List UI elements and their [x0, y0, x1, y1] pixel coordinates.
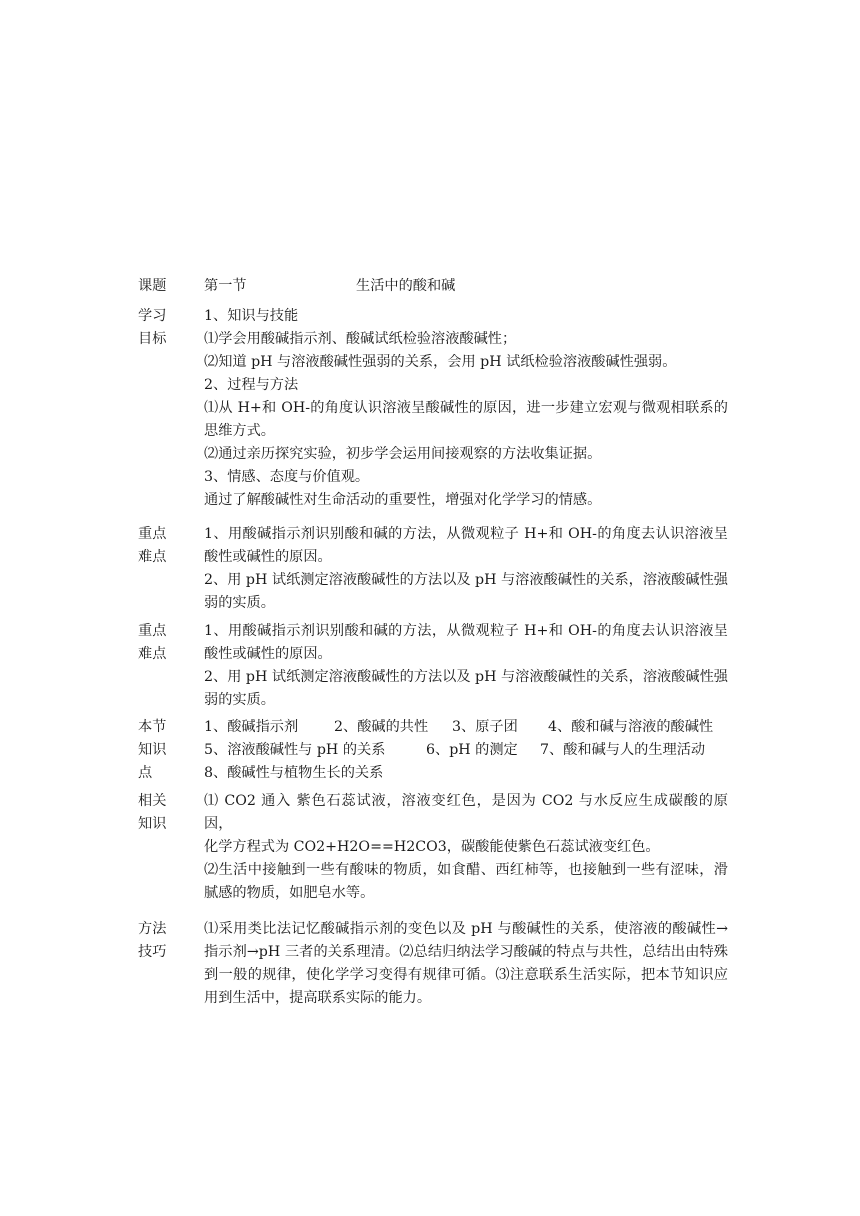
knowledge-points-label: 本节 知识 点	[138, 719, 167, 781]
objective-line: 2、过程与方法	[204, 377, 299, 393]
knowledge-item: 4、酸和碱与溶液的酸碱性	[548, 719, 714, 735]
key-point-line: 2、用 pH 试纸测定溶液酸碱性的方法以及 pH 与溶液酸碱性的关系，溶液酸碱性强弱的实质。	[204, 669, 728, 708]
objective-line: 1、知识与技能	[204, 308, 299, 324]
methods-text: ⑴采用类比法记忆酸碱指示剂的变色以及 pH 与酸碱性的关系，使溶液的酸碱性→指示剂→pH 三者的关系理清。⑵总结归纳法学习酸碱的特点与共性，总结出由特殊到一般的规律，使化学学习变得有规律可循。⑶注意联系生活实际，把本节知识应用到生活中，提高联系实际的能力。	[204, 921, 728, 1006]
objective-line: ⑴学会用酸碱指示剂、酸碱试纸检验溶液酸碱性；	[204, 331, 517, 347]
knowledge-points-section	[138, 716, 728, 785]
key-points-content-1	[204, 523, 728, 615]
knowledge-item: 8、酸碱性与植物生长的关系	[204, 765, 384, 781]
methods-section	[138, 918, 728, 1010]
key-point-line: 1、用酸碱指示剂识别酸和碱的方法，从微观粒子 H+和 OH-的角度去认识溶液呈酸性或碱性的原因。	[204, 526, 728, 565]
knowledge-item: 7、酸和碱与人的生理活动	[540, 742, 706, 758]
related-knowledge-section	[138, 790, 728, 905]
knowledge-item: 2、酸碱的共性	[334, 719, 429, 735]
key-points-label-2: 重点 难点	[138, 623, 167, 662]
knowledge-row	[204, 762, 728, 785]
related-knowledge-label: 相关 知识	[138, 793, 167, 832]
knowledge-item: 6、pH 的测定	[426, 742, 518, 758]
objective-line: 通过了解酸碱性对生命活动的重要性，增强对化学学习的情感。	[204, 492, 602, 508]
key-point-line: 2、用 pH 试纸测定溶液酸碱性的方法以及 pH 与溶液酸碱性的关系，溶液酸碱性强弱的实质。	[204, 572, 728, 611]
section-number: 第一节	[204, 278, 247, 294]
related-line: ⑵生活中接触到一些有酸味的物质，如食醋、西红柿等，也接触到一些有涩味，滑腻感的物质，如肥皂水等。	[204, 862, 728, 901]
key-points-content-2	[204, 620, 728, 712]
key-point-line: 1、用酸碱指示剂识别酸和碱的方法，从微观粒子 H+和 OH-的角度去认识溶液呈酸性或碱性的原因。	[204, 623, 728, 662]
related-line: 化学方程式为 CO2+H2O==H2CO3，碳酸能使紫色石蕊试液变红色。	[204, 839, 660, 855]
knowledge-points-content	[204, 716, 728, 785]
methods-content	[204, 918, 728, 1010]
knowledge-item: 1、酸碱指示剂	[204, 719, 299, 735]
objectives-content	[204, 305, 728, 512]
objectives-label: 学习 目标	[138, 308, 167, 347]
objective-line: 3、情感、态度与价值观。	[204, 469, 370, 485]
methods-label: 方法 技巧	[138, 921, 167, 960]
key-points-section-1	[138, 523, 728, 615]
objectives-section	[138, 305, 728, 508]
key-points-label-1: 重点 难点	[138, 526, 167, 565]
lesson-title: 生活中的酸和碱	[356, 278, 456, 294]
objective-line: ⑵知道 pH 与溶液酸碱性强弱的关系，会用 pH 试纸检验溶液酸碱性强弱。	[204, 354, 677, 370]
objective-line: ⑵通过亲历探究实验，初步学会运用间接观察的方法收集证据。	[204, 446, 602, 462]
related-line: ⑴ CO2 通入 紫色石蕊试液，溶液变红色，是因为 CO2 与水反应生成碳酸的原因，	[204, 793, 728, 832]
knowledge-item: 3、原子团	[452, 719, 518, 735]
key-points-section-2	[138, 620, 728, 712]
related-knowledge-content	[204, 790, 728, 905]
objective-line: ⑴从 H+和 OH-的角度认识溶液呈酸碱性的原因，进一步建立宏观与微观相联系的思维方式。	[204, 400, 728, 439]
knowledge-row	[204, 739, 728, 762]
knowledge-row	[204, 716, 728, 739]
knowledge-item: 5、溶液酸碱性与 pH 的关系	[204, 742, 386, 758]
header-label: 课题	[138, 278, 167, 294]
